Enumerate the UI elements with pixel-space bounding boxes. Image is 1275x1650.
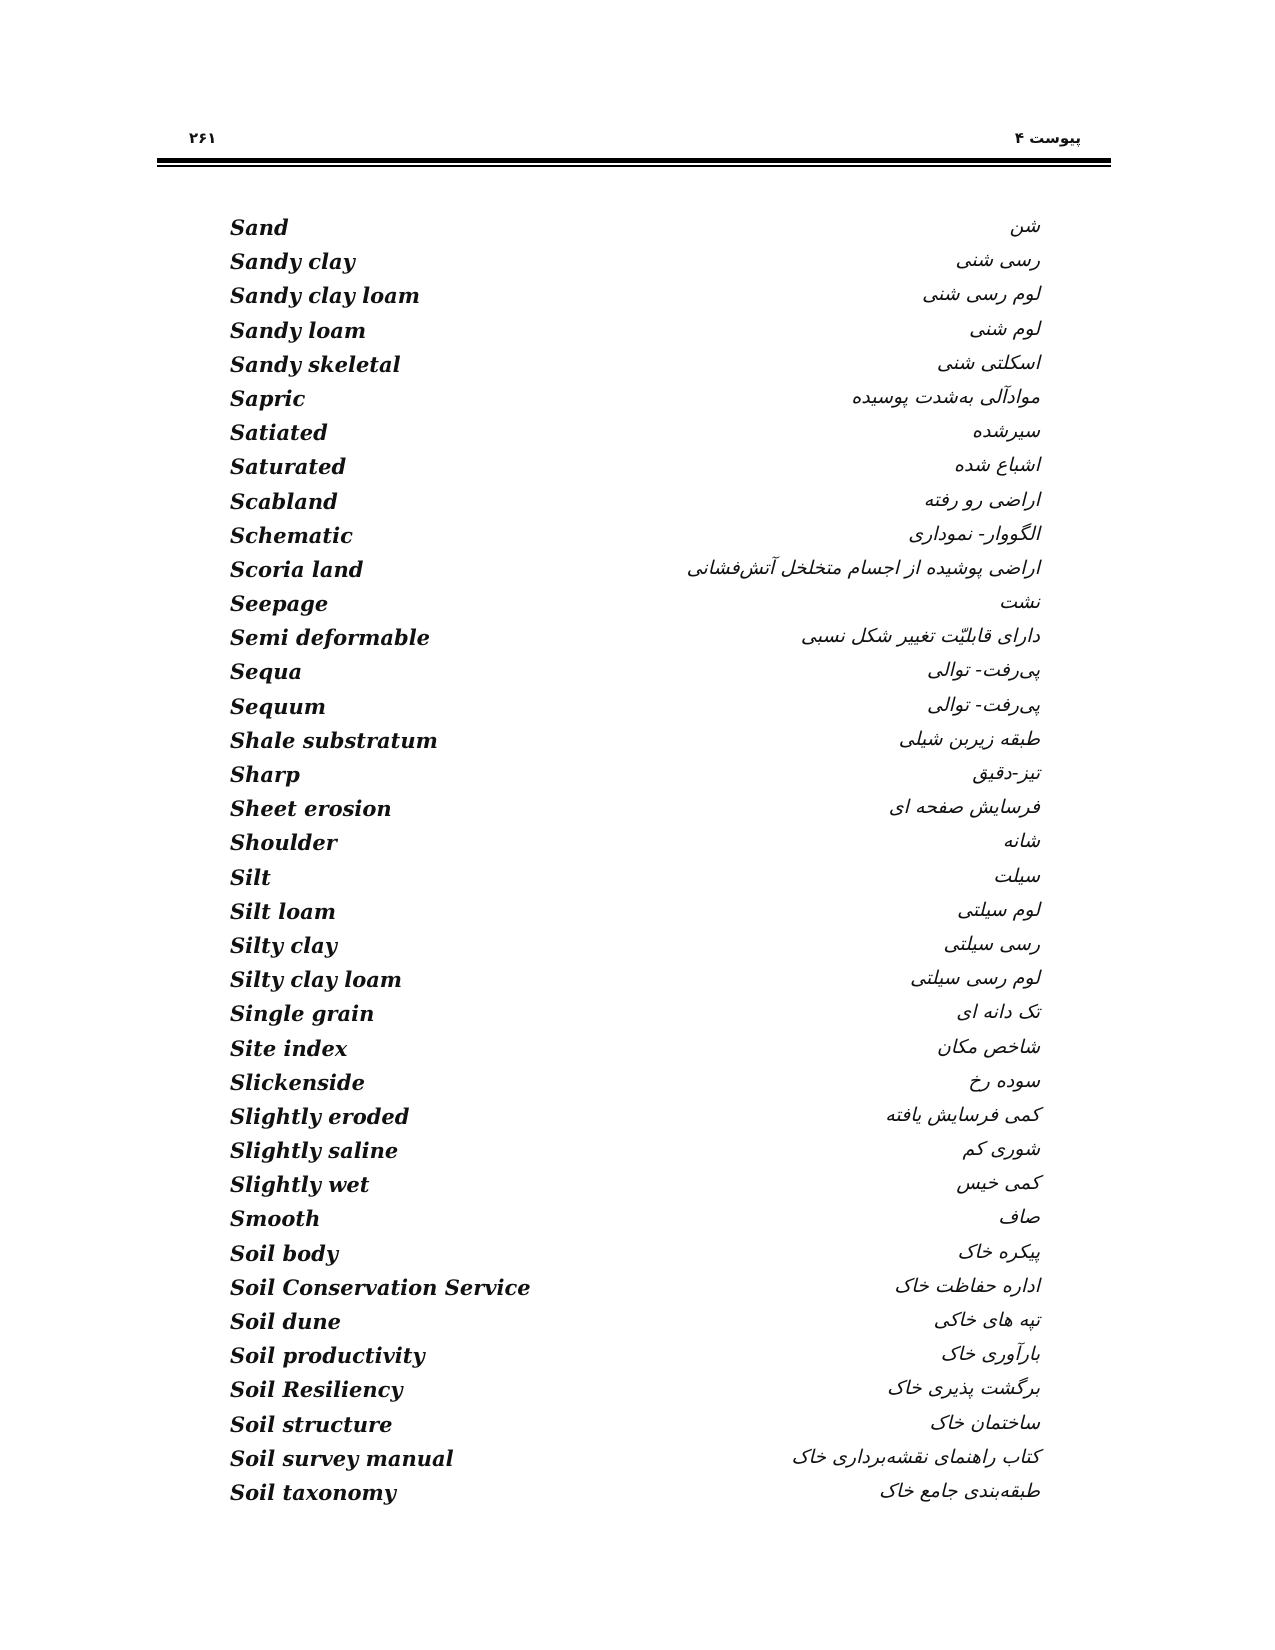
glossary-entry: [230, 450, 1040, 484]
glossary-entry: [230, 792, 1040, 826]
english-term: Slightly wet: [230, 1172, 370, 1198]
english-term: Sandy clay loam: [230, 283, 420, 309]
english-term: Sapric: [230, 385, 306, 411]
glossary-entry: [230, 621, 1040, 655]
english-term: Sheet erosion: [230, 796, 392, 822]
persian-translation: شاخص مکان: [936, 1035, 1040, 1058]
persian-translation: طبقه‌بندی جامع خاک: [879, 1479, 1040, 1502]
persian-translation: اسکلتی شنی: [936, 351, 1040, 374]
persian-translation: ساختمان خاک: [929, 1411, 1040, 1434]
glossary-entry: [230, 1202, 1040, 1236]
english-term: Scabland: [230, 488, 338, 514]
persian-translation: پیکره خاک: [957, 1240, 1040, 1263]
glossary-entry: [230, 587, 1040, 621]
glossary-entry: [230, 929, 1040, 963]
persian-translation: تیز-دقیق: [972, 762, 1040, 784]
page-number: ۲۶۱: [189, 129, 217, 147]
header-rule-thick: [157, 158, 1111, 163]
english-term: Schematic: [230, 522, 353, 548]
persian-translation: فرسایش صفحه ای: [888, 796, 1040, 819]
persian-translation: موادآلی به‌شدت پوسیده: [851, 385, 1040, 408]
glossary-entry: [230, 1066, 1040, 1100]
english-term: Soil productivity: [230, 1343, 425, 1369]
glossary-entry: [230, 861, 1040, 895]
glossary-list: [230, 211, 1040, 1510]
glossary-entry: [230, 279, 1040, 313]
english-term: Sharp: [230, 762, 300, 787]
persian-translation: طبقه زیربن شیلی: [898, 727, 1040, 750]
glossary-entry: [230, 1339, 1040, 1373]
persian-translation: تپه های خاکی: [933, 1309, 1040, 1331]
english-term: Silt: [230, 864, 271, 890]
persian-translation: اشباع شده: [954, 454, 1040, 477]
persian-translation: الگووار- نموداری: [908, 522, 1040, 545]
glossary-entry: [230, 1168, 1040, 1202]
english-term: Satiated: [230, 420, 328, 446]
persian-translation: شانه: [1002, 830, 1040, 853]
glossary-entry: [230, 1408, 1040, 1442]
glossary-entry: [230, 1100, 1040, 1134]
persian-translation: لوم شنی: [969, 317, 1040, 340]
glossary-entry: [230, 211, 1040, 245]
glossary-entry: [230, 245, 1040, 279]
persian-translation: سیلت: [993, 864, 1040, 887]
english-term: Single grain: [230, 1001, 375, 1027]
english-term: Soil taxonomy: [230, 1479, 396, 1505]
glossary-entry: [230, 1373, 1040, 1407]
persian-translation: صاف: [998, 1206, 1040, 1229]
glossary-entry: [230, 348, 1040, 382]
glossary-entry: [230, 1476, 1040, 1510]
english-term: Sand: [230, 215, 289, 240]
english-term: Silt loam: [230, 898, 336, 924]
persian-translation: نشت: [999, 591, 1040, 614]
glossary-entry: [230, 553, 1040, 587]
glossary-entry: [230, 1442, 1040, 1476]
glossary-entry: [230, 382, 1040, 416]
glossary-entry: [230, 519, 1040, 553]
persian-translation: رسی سیلتی: [943, 932, 1040, 955]
persian-translation: رسی شنی: [955, 249, 1040, 272]
persian-translation: بارآوری خاک: [940, 1343, 1040, 1366]
english-term: Scoria land: [230, 556, 364, 582]
glossary-entry: [230, 1032, 1040, 1066]
english-term: Seepage: [230, 591, 329, 617]
english-term: Soil body: [230, 1240, 339, 1266]
english-term: Slickenside: [230, 1069, 365, 1095]
glossary-entry: [230, 416, 1040, 450]
persian-translation: سیرشده: [972, 420, 1040, 443]
glossary-entry: [230, 724, 1040, 758]
english-term: Slightly eroded: [230, 1103, 410, 1129]
glossary-entry: [230, 963, 1040, 997]
persian-translation: شن: [1009, 215, 1040, 237]
persian-translation: کتاب راهنمای نقشه‌برداری خاک: [791, 1445, 1040, 1468]
persian-translation: برگشت پذیری خاک: [887, 1377, 1040, 1400]
persian-translation: دارای قابلیّت تغییر شکل نسبی: [800, 625, 1040, 648]
english-term: Shoulder: [230, 830, 337, 856]
english-term: Shale substratum: [230, 727, 438, 753]
english-term: Sequum: [230, 693, 326, 719]
persian-translation: سوده رخ: [968, 1069, 1040, 1092]
english-term: Soil dune: [230, 1309, 342, 1334]
glossary-entry: [230, 1134, 1040, 1168]
english-term: Soil Conservation Service: [230, 1274, 531, 1300]
english-term: Saturated: [230, 454, 347, 480]
english-term: Sandy clay: [230, 249, 355, 275]
english-term: Sequa: [230, 659, 303, 685]
persian-translation: کمی فرسایش یافته: [885, 1103, 1040, 1126]
persian-translation: شوری کم: [962, 1138, 1040, 1161]
english-term: Silty clay loam: [230, 967, 403, 993]
glossary-entry: [230, 1305, 1040, 1339]
glossary-entry: [230, 758, 1040, 792]
english-term: Semi deformable: [230, 625, 431, 651]
appendix-label: پیوست ۴: [1014, 129, 1081, 147]
glossary-entry: [230, 1237, 1040, 1271]
persian-translation: تک دانه ای: [956, 1001, 1040, 1024]
persian-translation: لوم رسی سیلتی: [910, 967, 1040, 990]
glossary-entry: [230, 826, 1040, 860]
header-rule-thin: [157, 165, 1111, 167]
english-term: Soil survey manual: [230, 1445, 454, 1471]
glossary-entry: [230, 690, 1040, 724]
glossary-entry: [230, 997, 1040, 1031]
english-term: Soil Resiliency: [230, 1377, 403, 1403]
glossary-entry: [230, 895, 1040, 929]
persian-translation: پی‌رفت- توالی: [927, 659, 1040, 682]
glossary-entry: [230, 1271, 1040, 1305]
glossary-entry: [230, 655, 1040, 689]
english-term: Sandy loam: [230, 317, 367, 343]
persian-translation: پی‌رفت- توالی: [927, 693, 1040, 716]
english-term: Silty clay: [230, 932, 337, 958]
persian-translation: اراضی پوشیده از اجسام متخلخل آتش‌فشانی: [686, 556, 1040, 579]
persian-translation: لوم رسی شنی: [922, 283, 1040, 306]
english-term: Sandy skeletal: [230, 351, 401, 377]
english-term: Smooth: [230, 1206, 321, 1232]
glossary-entry: [230, 314, 1040, 348]
english-term: Slightly saline: [230, 1138, 399, 1164]
persian-translation: اراضی رو رفته: [923, 488, 1040, 511]
english-term: Site index: [230, 1035, 348, 1061]
persian-translation: لوم سیلتی: [957, 898, 1040, 921]
persian-translation: کمی خیس: [956, 1172, 1040, 1195]
english-term: Soil structure: [230, 1411, 393, 1437]
persian-translation: اداره حفاظت خاک: [894, 1274, 1040, 1297]
glossary-entry: [230, 485, 1040, 519]
page-header: [157, 124, 1111, 152]
